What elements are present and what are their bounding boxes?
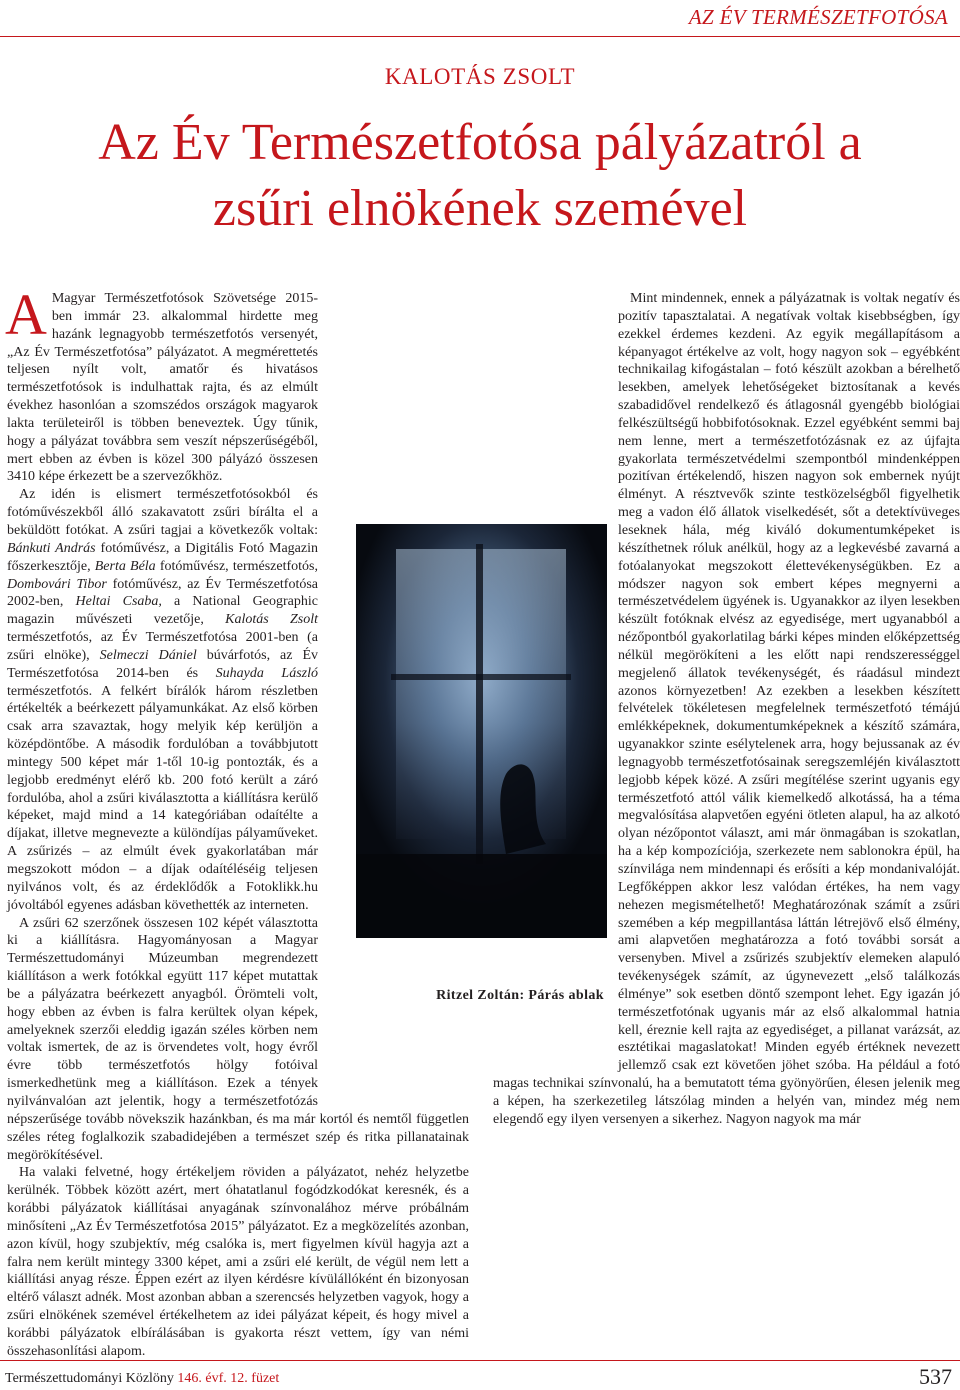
- page-number: 537: [919, 1364, 952, 1389]
- author: KALOTÁS ZSOLT: [384, 64, 576, 89]
- footer-rule: [0, 1360, 960, 1361]
- photo-image: [356, 524, 607, 938]
- paragraph-5: Mint mindennek, ennek a pályázatnak is voltak negatív és pozitív tapasztalatai. A negatívak voltak kisebbségben, így ezekkel érdemes kezdeni. Az egyik megállapításom a képanyagot értékelve az volt, hogy nagyon sok – egyébként technikailag kifogástalan – fotó készült azokban a bérelhető lesekben, amelyek lehetőségeket biztosítanak a kevés szabadidővel rendelkező és átlagosnál gyengébb biológiai felkészültségű hobbifotósoknak. Ezzel egyébként semmi baj nem lenne, mert a természetfotózásnak ez az újfajta gyakorlata természetvédelmi szempontból mindenképpen pozitívan értékelendő, hiszen nagyon sok embernek nyújt élményt. A résztvevők szinte testközelségből figyelhetik meg a vadon élő állatok viselkedését, sőt a detektívüveges leseknek hála, még kiváló dokumentumképeket is készíthetnek róluk anélkül, hogy az a legkevésbé zavarná a fotóalanyokat megszokott élettevékenységükben. Ez a módszer nagyon sok embert képes megnyerni a természetvédelem ügyének is. Ugyanakkor az ilyen lesekben készült fotóknak elvész az egyedisége, mert ugyanabból a nézőpontból gyakorlatilag bárki képes minden előképzettség nélkül megörökíteni a les előtt napi rendszerességgel megjelenő állatok tevékenységét, és ráadásul mindezt azonos környezetben! Az ezekben a lesekben készített felvételek tökéletesen megfelelnek természetfotó témájú emlékképeknek, dokumentumképeknek a készítő számára, ugyanakkor szinte esélytelenek arra, hogy bejussanak az év legnagyobb természetfotósainak seregszemléjén kiválasztott legjobb képek közé. A zsűri megítélése szerint ugyanis egy természetfotó attól válik kiemelkedő alkotássá, ha a téma megvalósítása alapvetően egyéni ötleten alapul, ha az alkotó olyan nézőpontot választ, ami már önmagában is szokatlan, ha a kép kompozíciója, szerkezete nem sablonokra épül, ha színvilága nem mindennapi és erősíti a kép mondanivalóját. Legfőképpen akkor lesz valódan értékes, ha nem vagy nehezen megismételhető! Meghatározónak számít a zsűri szemében a kép megpillantása láttán létrejövő első élmény, ami alapvetően meghatározza a fotó további sorsát a versenyben. Mivel a zsűrizés szubjektív elemeken alapuló tevékenységek számít, az úgynevezett „első találkozás élménye” sok esetben döntő szempont lehet. Egy igazán jó természetfotónak ugyanis már az első alkalommal hatnia kell, éreznie kell rajta az egyediséget, a pillanat varázsát, az esztétikai magaslatokat! Minden egyéb értéknek nevezett jellemző csak ezt követően jöhet szóba. Ha például a fotó magas technikai színvonalú, ha a bemutatott téma gyönyörűen, élesen jelenik meg a képen, ha szerkezetileg látszólag minden a helyén van, mindez még nem elegendő egy ilyen versenyen a sikerhez. Nagyon nagyok ma már: [493, 291, 960, 1127]
- journal-title: Természettudományi Közlöny: [5, 1371, 174, 1386]
- paragraph-1: A Magyar Természetfotósok Szövetsége 2015-ben immár 23. alkalommal hirdette meg hazánk legnagyobb természetfotós versenyét, „Az Év Természetfotósa” pályázatot. A megmérettetés teljesen nyílt volt, amatőr és hivatásos természetfotósok is indulhattak rajta, és az elmúlt évekhez hasonlóan a szomszédos országok magyarok lakta területeiről is többen beneveztek. Úgy tűnik, hogy a pályázat továbbra sem veszít népszerűségéből, mert ebben az évben is közel 300 pályázó összesen 3410 képe érkezett be a szervezőkhöz.: [5, 282, 318, 485]
- journal-issue: 146. évf. 12. füzet: [177, 1371, 280, 1386]
- photo-caption: Ritzel Zoltán: Párás ablak: [436, 988, 604, 1003]
- journal-name: [5, 1371, 279, 1387]
- article-title: [0, 110, 960, 242]
- title-line-1: Az Év Természetfotósa pályázatról a: [98, 114, 862, 171]
- paragraph-4: Ha valaki felvetné, hogy értékeljem röviden a pályázatot, nehéz helyzetbe kerülnék. Többek között azért, mert óhatatlanul fogódzkodókat keresnék, és a korábbi pályázatok kiállításai anyagának színvonalához mérve próbálnám minősíteni „Az Év Természetfotósa 2015” pályázatot. Ez a megközelítés azonban, azon kívül, hogy szubjektív, még csalóka is, mert figyelmen kívül hagyja azt a falra nem került mintegy 3300 képet, ami a zsűri elé került, de végül nem lett a kiállítási anyag része. Éppen ezért az ilyen kérdésre kívülállóként én bizonyosan eltérő választ adnék. Most azonban abban a szerencsés helyzetben vagyok, hogy a zsűri elnökének szemével értékelhetem az idei pályázat képeit, és hogy mivel a korábbi pályázatok elbírálásában is gyakorta részt vettem, így van némi összehasonlítási alapom.: [7, 1165, 469, 1359]
- title-line-2: zsűri elnökének szemével: [212, 180, 748, 237]
- header-rule: [0, 36, 960, 37]
- article-photo: [356, 524, 607, 938]
- paragraph-3: A zsűri 62 szerzőnek összesen 102 képét választotta ki a kiállításra. Hagyományosan a Magyar Természettudományi Múzeumban megrendezett kiállításon a werk fotókkal együtt 117 képet mutattak be a pályázatra beérkezett anyagból. Örömteli volt, hogy ebben az évben is falra kerültek olyan képek, amelyeknek szerzői eleddig igazán széles körben nem voltak ismertek, de az is örvendetes volt, hogy évről évre több természetfotós hölgy fotóival ismerkedhetünk meg a kiállításon. Ezek a tények nyilvánvalóan azt jelentik, hogy a természetfotózás népszerűsége tovább növekszik hazánkban, és ma már kortól és nemtől független széles réteg foglalkozik szabadidejében a természet szép és ritka pillanatainak megörökítésével.: [7, 915, 469, 1163]
- paragraph-2: Az idén is elismert természetfotósokból és fotóművészekből álló szakavatott zsűri bírálta el a beküldött fotókat. A zsűri tagjai a következők voltak: Bánkuti András fotóművész, a Digitális Fotó Magazin főszerkesztője, Berta Béla fotóművész, természetfotós, Dombovári Tibor fotóművész, az Év Természetfotósa 2002-ben, Heltai Csaba, a National Geographic magazin művészeti vezetője, Kalotás Zsolt természetfotós, az Év Természetfotósa 2001-ben (a zsűri elnöke), Selmeczi Dániel búvárfotós, az Év Természetfotósa 2014-ben és Suhayda László természetfotós. A felkért bírálók három részletben értékelték a beérkezett pályamunkákat. Az első körben csak arra szavaztak, hogy melyik kép kerüljön a középdöntőbe. A második fordulóban a továbbjutott mintegy 500 képet már 1-től 10-ig pontozták, és a legjobb eredményt elérő kb. 200 fotó került a záró fordulóba, ahol a zsűri kiválasztotta a kiállításra kerülő képeket, majd mind a 14 kategóriában odaítélte a díjakat, illetve megnevezte a különdíjas pályaműveket. A zsűrizés – az elmúlt évek gyakorlatában már megszokott módon – a díjak odaítéléséig teljesen nyilvános volt, és az érdeklődők a Fotoklikk.hu jóvoltából egyenes adásban követhették az interneten.: [7, 487, 319, 913]
- dropcap: A: [5, 282, 47, 347]
- section-label: AZ ÉV TERMÉSZETFOTÓSA: [688, 5, 948, 29]
